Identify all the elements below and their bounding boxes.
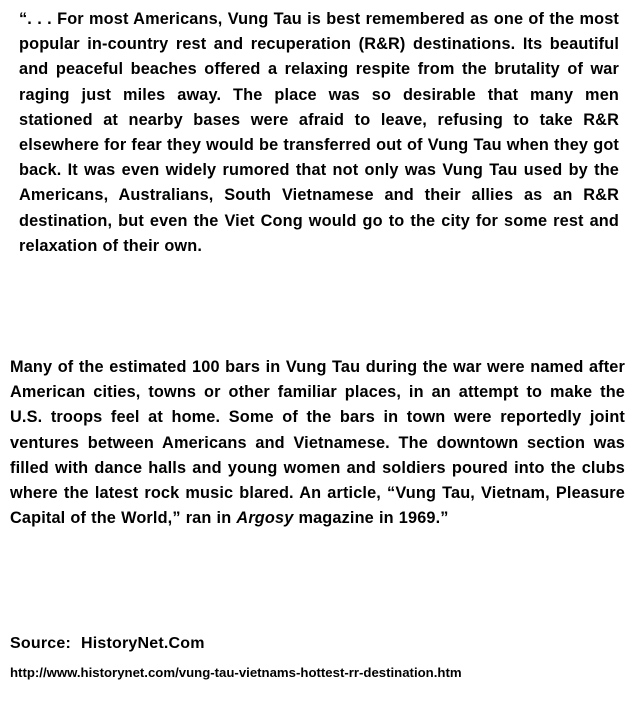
source-line	[10, 633, 205, 655]
source-name: HistoryNet.Com	[80, 635, 205, 652]
quote-paragraph-2	[10, 355, 625, 531]
quote-paragraph-2-text: Many of the estimated 100 bars in Vung Tau during the war were named after American cities, towns or other familiar places, in an attempt to make the U.S. troops feel at home. Some of the bars in town were reportedly joint ventures between Americans and Vietnamese. The downtown section was filled with dance halls and young women and soldiers poured into the clubs where the latest rock music blared. An article, “Vung Tau, Vietnam, Pleasure Capital of the World,” ran in	[10, 358, 625, 528]
quote-paragraph-2-end: magazine in 1969.”	[293, 509, 449, 528]
magazine-title: Argosy	[236, 509, 294, 528]
quote-paragraph-1: “. . . For most Americans, Vung Tau is best remembered as one of the most popular in-country rest and recuperation (R&R) destinations. Its beautiful and peaceful beaches offered a relaxing respite from the brutality of war raging just miles away. The place was so desirable that many men stationed at nearby bases were afraid to leave, refusing to take R&R elsewhere for fear they would be transferred out of Vung Tau when they got back. It was even widely rumored that not only was Vung Tau used by the Americans, Australians, South Vietnamese and their allies as an R&R destination, but even the Viet Cong would go to the city for some rest and relaxation of their own.	[19, 10, 619, 255]
source-label: Source:	[10, 635, 71, 652]
source-url: http://www.historynet.com/vung-tau-vietnams-hottest-rr-destination.htm	[10, 665, 462, 680]
